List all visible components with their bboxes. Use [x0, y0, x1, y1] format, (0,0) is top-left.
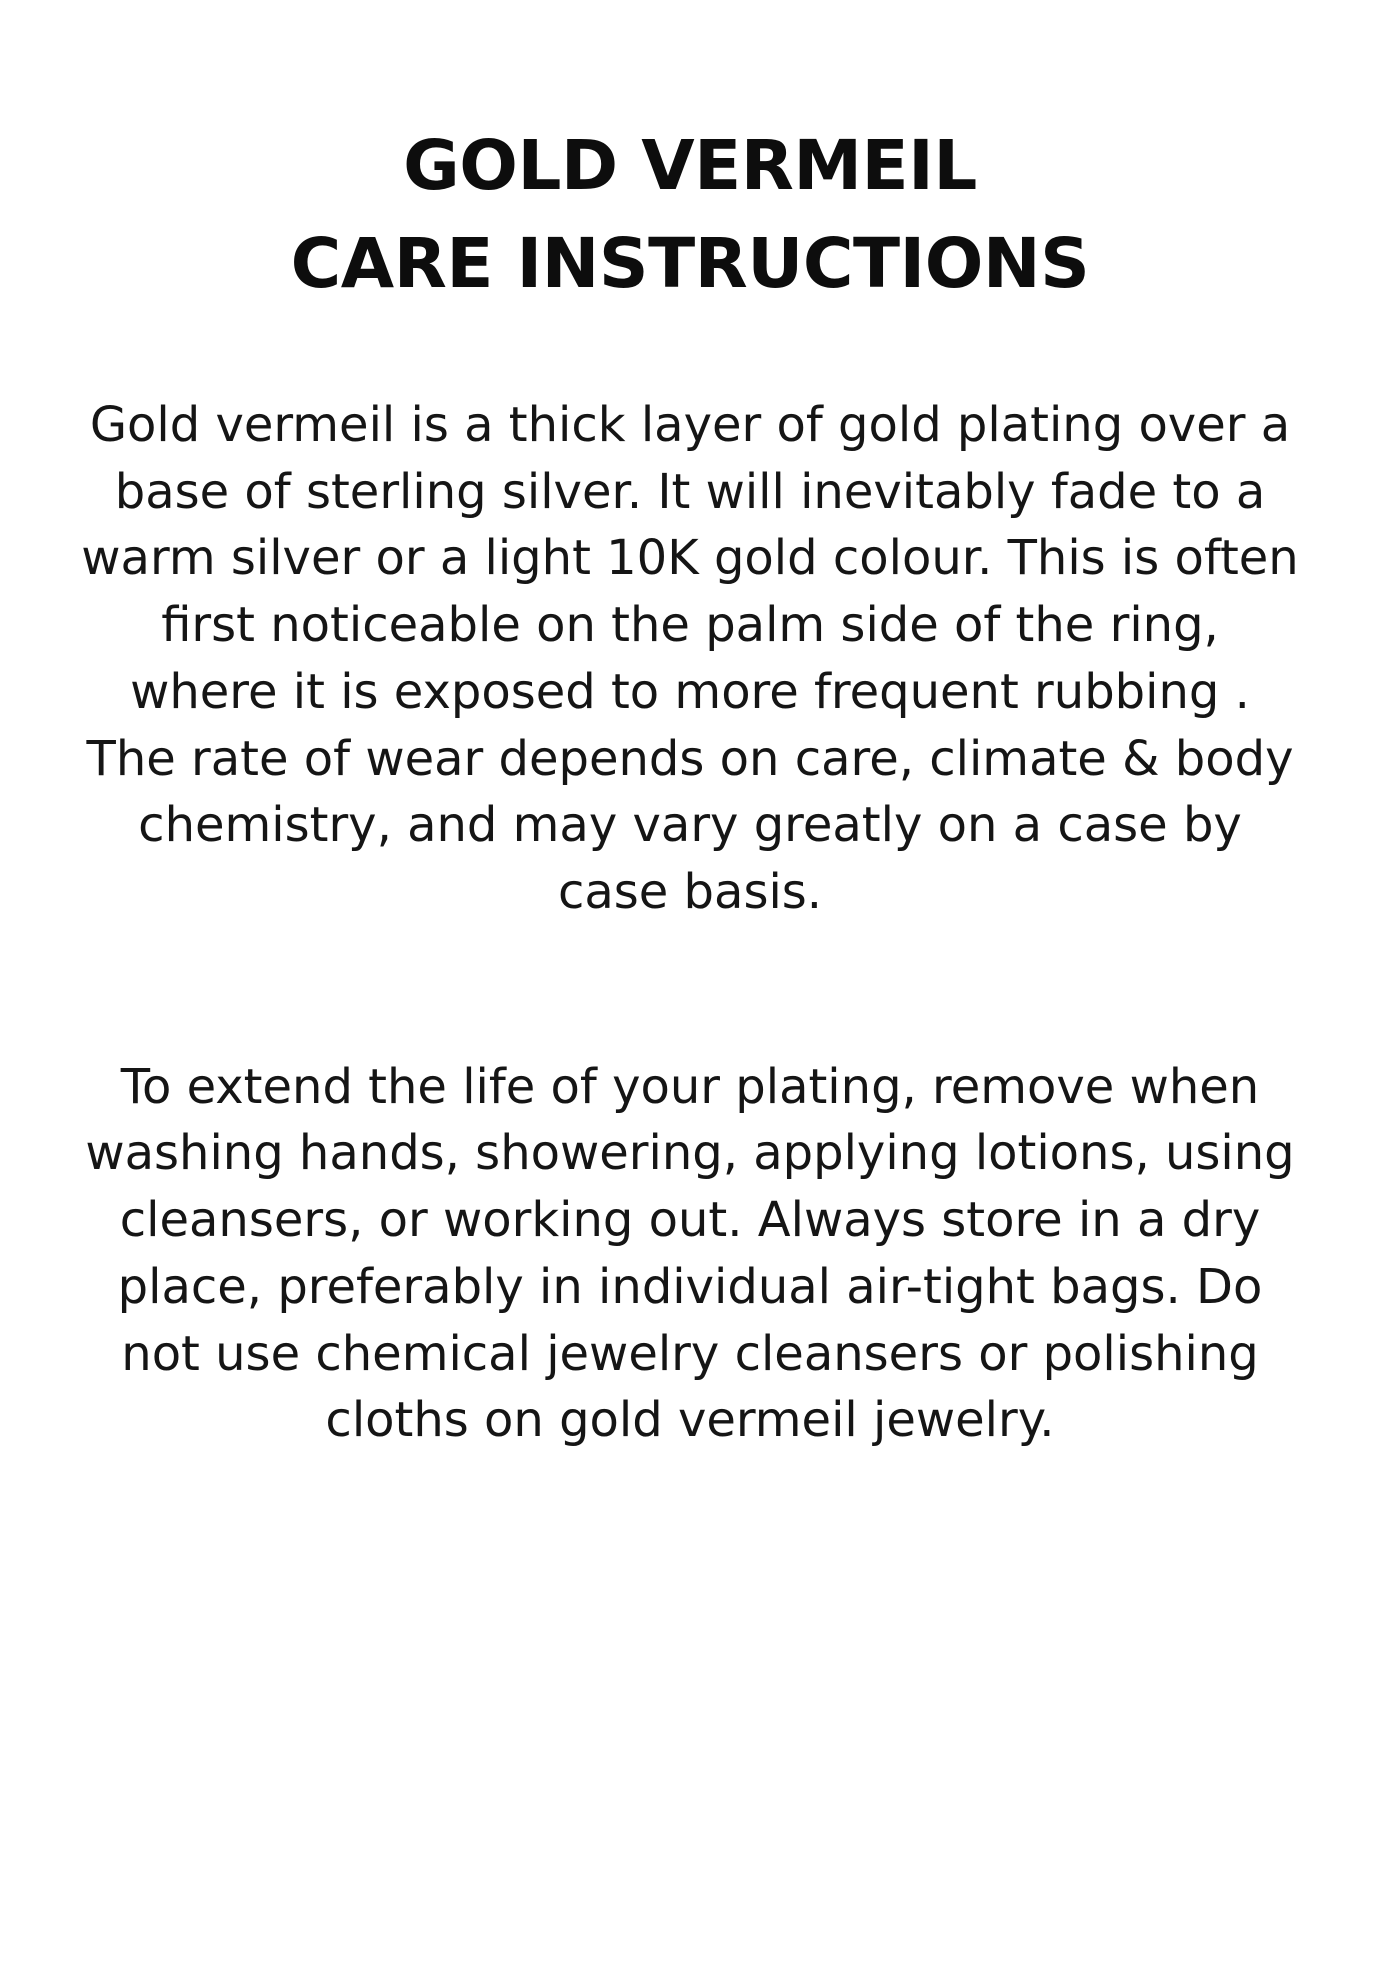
body-paragraph-1: Gold vermeil is a thick layer of gold plating over a base of sterling silver. It will inevitably fade to a warm silver or a light 10K gold colour. This is often first noticeable on the palm side of the ring, where it is exposed to more frequent rubbing . The rate of wear depends on care, climate & body chemistry, and may vary greatly on a case by case basis.	[81, 396, 1299, 920]
page-title-line-1: GOLD VERMEIL	[403, 126, 977, 206]
page-title	[80, 118, 1300, 314]
page-title-line-2: CARE INSTRUCTIONS	[290, 223, 1090, 304]
body-paragraph-2: To extend the life of your plating, remove when washing hands, showering, applying lotions, using cleansers, or working out. Always store in a dry place, preferably in individual air-tight bags. Do not use chemical jewelry cleansers or polishing cloths on gold vermeil jewelry.	[85, 1058, 1295, 1449]
